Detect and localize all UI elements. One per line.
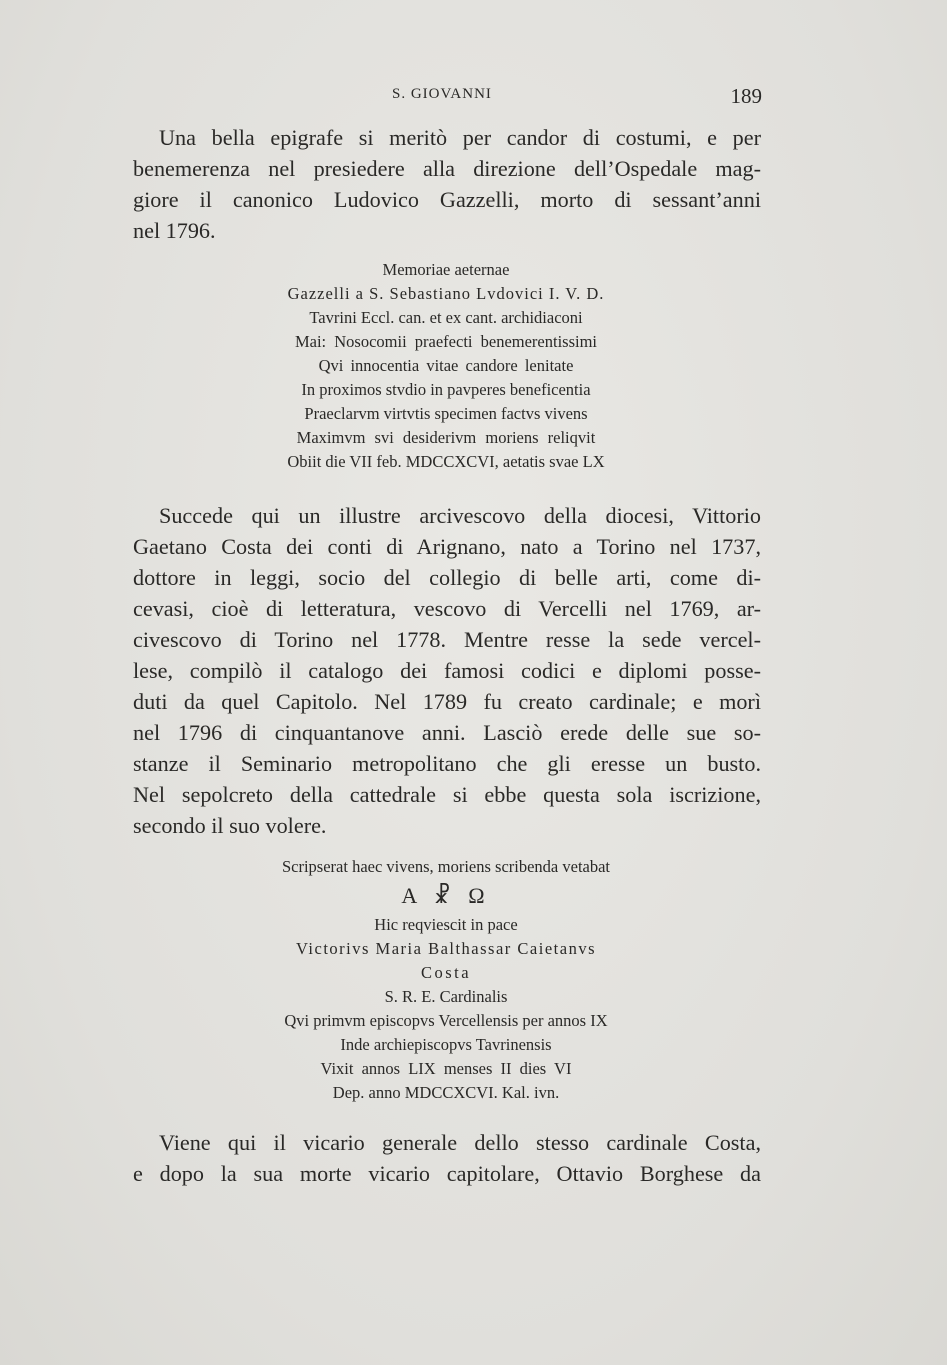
epigraph-line: Memoriae aeternae	[382, 260, 510, 279]
text-line: Succede qui un illustre arcivescovo della diocesi, Vittorio	[159, 503, 761, 528]
paragraph-costa	[133, 500, 761, 841]
epigraph-line: Victorivs Maria Balthassar Caietanvs	[296, 939, 596, 958]
paragraph-borghese	[133, 1127, 761, 1189]
epigraph-intro: Scripserat haec vivens, moriens scribenda vetabat	[281, 857, 611, 876]
text-line: Viene qui il vicario generale dello stesso cardinale Costa,	[159, 1130, 761, 1155]
epigraph-line: Praeclarvm virtvtis specimen factvs vivens	[304, 404, 588, 423]
epigraph-line: Gazzelli a S. Sebastiano Lvdovici I. V. D.	[287, 284, 605, 303]
text-line: giore il canonico Ludovico Gazzelli, morto di sessant’anni	[133, 187, 761, 212]
epigraph-gazzelli	[130, 258, 762, 474]
alpha-chirho-omega-symbols: A ☧ Ω	[401, 883, 491, 908]
paragraph-gazzelli	[133, 122, 761, 246]
text-line: Nel sepolcreto della cattedrale si ebbe questa sola iscrizione,	[133, 782, 761, 807]
text-line: duti da quel Capitolo. Nel 1789 fu creato cardinale; e morì	[133, 689, 761, 714]
text-line: dottore in leggi, socio del collegio di belle arti, come di-	[133, 565, 761, 590]
epigraph-line: Tavrini Eccl. can. et ex cant. archidiaconi	[309, 308, 583, 327]
epigraph-line: Qvi primvm episcopvs Vercellensis per annos IX	[284, 1011, 608, 1030]
text-line: secondo il suo volere.	[133, 813, 327, 838]
epigraph-line: Inde archiepiscopvs Tavrinensis	[340, 1035, 552, 1054]
text-line: Una bella epigrafe si meritò per candor di costumi, e per	[159, 125, 761, 150]
epigraph-line: In proximos stvdio in pavperes beneficentia	[301, 380, 591, 399]
text-line: stanze il Seminario metropolitano che gli eresse un busto.	[133, 751, 761, 776]
page-header	[130, 84, 762, 114]
text-line: lese, compilò il catalogo dei famosi codici e diplomi posse-	[133, 658, 761, 683]
epigraph-line: Obiit die VII feb. MDCCXCVI, aetatis svae LX	[287, 452, 605, 471]
epigraph-line: Maximvm svi desiderivm moriens reliqvit	[296, 428, 596, 447]
epigraph-line: S. R. E. Cardinalis	[384, 987, 508, 1006]
text-line: civescovo di Torino nel 1778. Mentre resse la sede vercel-	[133, 627, 761, 652]
text-line: benemerenza nel presiedere alla direzione dell’Ospedale mag-	[133, 156, 761, 181]
epigraph-line: Hic reqviescit in pace	[374, 915, 518, 934]
text-line: nel 1796 di cinquantanove anni. Lasciò erede delle sue so-	[133, 720, 761, 745]
epigraph-line: Mai: Nosocomii praefecti benemerentissimi	[294, 332, 598, 351]
text-line: Gaetano Costa dei conti di Arignano, nato a Torino nel 1737,	[133, 534, 761, 559]
epigraph-line: Costa	[420, 963, 472, 982]
epigraph-line: Dep. anno MDCCXCVI. Kal. ivn.	[332, 1083, 560, 1102]
epigraph-line: Qvi innocentia vitae candore lenitate	[318, 356, 574, 375]
text-line: cevasi, cioè di letteratura, vescovo di Vercelli nel 1769, ar-	[133, 596, 761, 621]
epigraph-costa	[130, 855, 762, 1105]
running-head: S. GIOVANNI	[392, 86, 492, 102]
text-line: e dopo la sua morte vicario capitolare, Ottavio Borghese da	[133, 1161, 761, 1186]
text-line: nel 1796.	[133, 218, 216, 243]
epigraph-line: Vixit annos LIX menses II dies VI	[320, 1059, 572, 1078]
page-number: 189	[730, 84, 762, 108]
